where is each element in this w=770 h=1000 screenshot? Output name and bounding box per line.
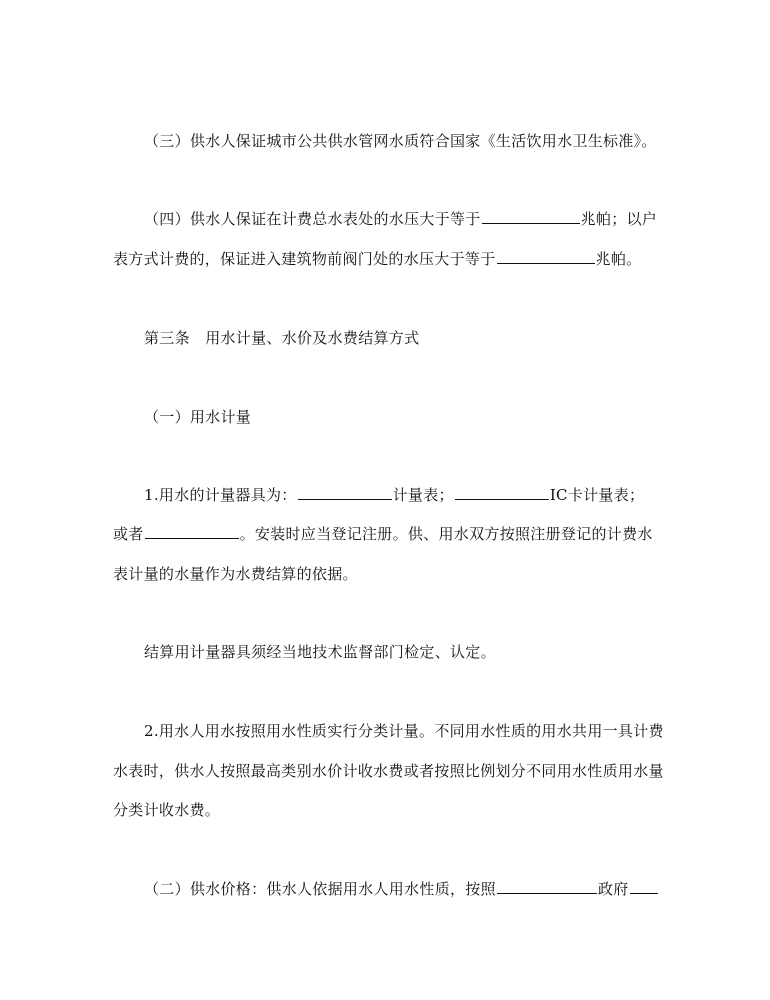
text: 2.用水人用水按照用水性质实行分类计量。不同用水性质的用水共用一具计费 [144, 722, 664, 740]
text: 表计量的水量作为水费结算的依据。 [113, 565, 358, 583]
text: 第三条 用水计量、水价及水费结算方式 [144, 329, 420, 347]
fill-blank[interactable] [630, 879, 658, 894]
fill-blank[interactable] [145, 524, 239, 539]
fill-blank[interactable] [497, 249, 595, 264]
text: 水表时，供水人按照最高类别水价计收水费或者按照比例划分不同用水性质用水量 [113, 762, 664, 780]
paragraph-water-pressure-line1 [144, 209, 657, 229]
text: 1.用水的计量器具为： [144, 486, 297, 504]
text: （一）用水计量 [144, 408, 252, 426]
paragraph-water-price [144, 879, 659, 899]
paragraph-classification-line1 [144, 721, 664, 741]
text: （四）供水人保证在计费总水表处的水压大于等于 [144, 210, 481, 228]
fill-blank[interactable] [455, 485, 549, 500]
text: 。安装时应当登记注册。供、用水双方按照注册登记的计费水 [239, 525, 653, 543]
text: 兆帕；以户 [580, 210, 658, 228]
article-heading [144, 328, 419, 348]
paragraph-water-pressure-line2 [113, 249, 641, 269]
paragraph-water-quality [144, 131, 657, 151]
text: 表方式计费的，保证进入建筑物前阀门处的水压大于等于 [113, 250, 496, 268]
fill-blank[interactable] [298, 485, 392, 500]
paragraph-meter-line3 [113, 564, 358, 584]
section-heading [144, 407, 251, 427]
paragraph-meter-verification [144, 642, 496, 662]
text: 结算用计量器具须经当地技术监督部门检定、认定。 [144, 643, 496, 661]
text: （二）供水价格：供水人依据用水人用水性质，按照 [144, 880, 496, 898]
text: 政府 [597, 880, 629, 898]
text: 或者 [113, 525, 144, 543]
text: 计量表； [392, 486, 454, 504]
fill-blank[interactable] [497, 879, 597, 894]
text: IC卡计量表； [549, 486, 645, 504]
paragraph-classification-line2 [113, 761, 664, 781]
text: （三）供水人保证城市公共供水管网水质符合国家《生活饮用水卫生标准》。 [144, 132, 657, 150]
text: 兆帕。 [595, 250, 642, 268]
paragraph-meter-line1 [144, 485, 644, 505]
paragraph-meter-line2 [113, 524, 653, 544]
fill-blank[interactable] [482, 209, 580, 224]
text: 分类计收水费。 [113, 801, 221, 819]
paragraph-classification-line3 [113, 800, 220, 820]
